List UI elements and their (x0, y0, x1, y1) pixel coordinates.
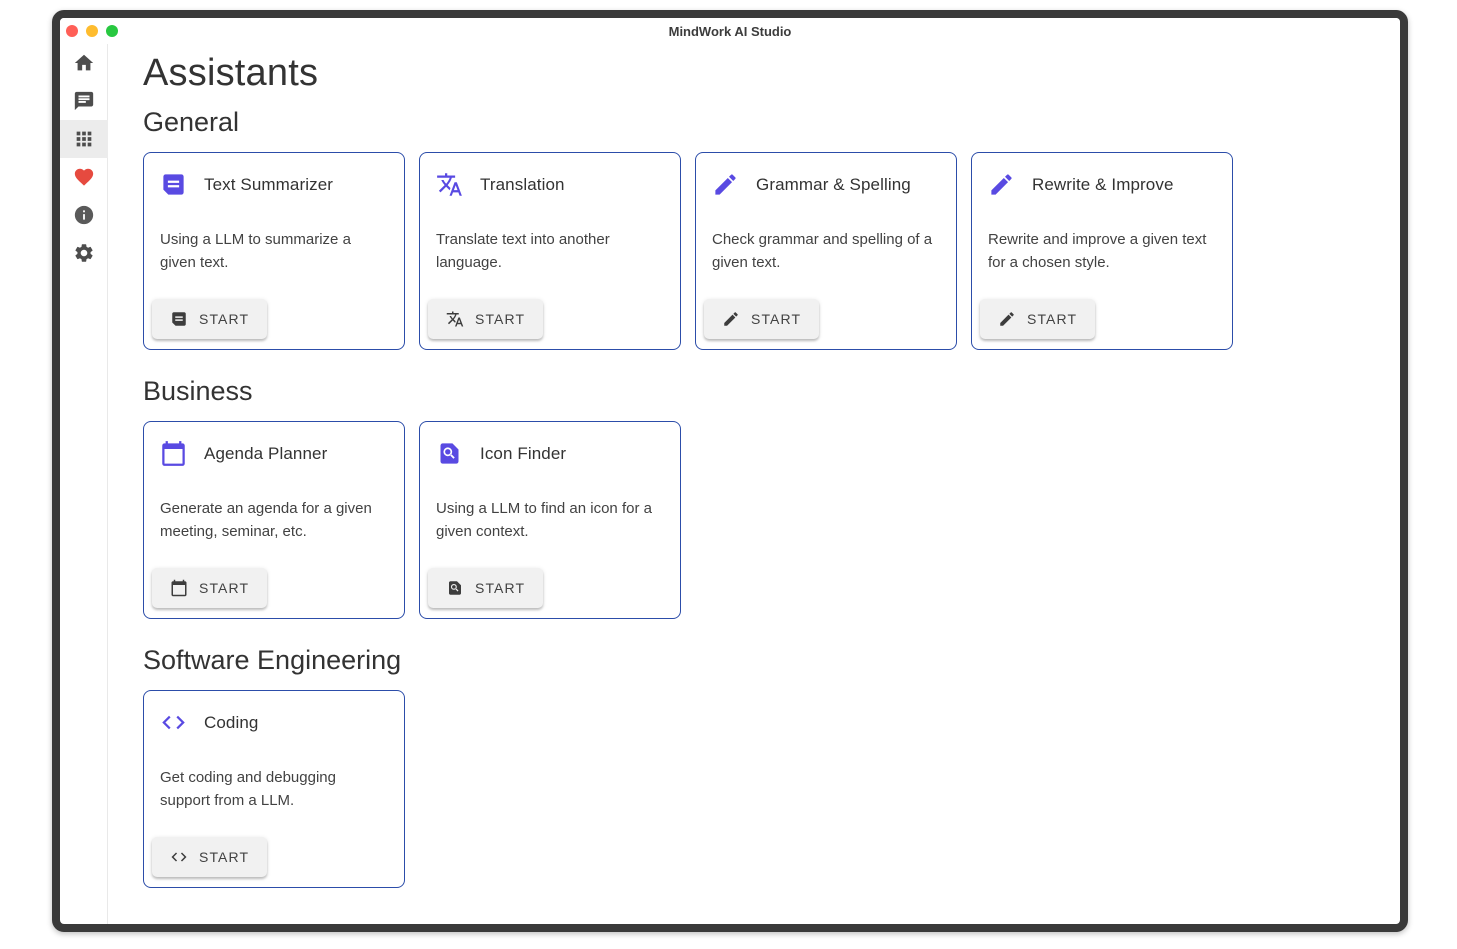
icon-search-icon (436, 440, 463, 467)
card-row (143, 421, 1400, 619)
sidebar (60, 44, 108, 932)
start-button[interactable] (152, 299, 267, 339)
section-general (143, 107, 1400, 350)
section-software-engineering (143, 645, 1400, 888)
assistant-card-text-summarizer (143, 152, 405, 350)
start-button[interactable] (704, 299, 819, 339)
card-actions (428, 568, 664, 608)
start-button-label: START (475, 580, 526, 596)
card-description: Generate an agenda for a given meeting, seminar, etc. (160, 500, 372, 540)
card-header (988, 171, 1216, 198)
apps-icon (73, 128, 95, 150)
card-actions (704, 299, 940, 339)
card-row (143, 152, 1400, 350)
chat-icon (73, 90, 95, 112)
card-actions (152, 568, 388, 608)
section-heading: Business (143, 376, 253, 406)
assistant-card-translation (419, 152, 681, 350)
card-actions (152, 299, 388, 339)
pencil-icon (722, 310, 740, 328)
card-description: Rewrite and improve a given text for a chosen style. (988, 231, 1207, 271)
card-header (160, 440, 388, 467)
app-body (60, 44, 1400, 932)
card-title: Translation (480, 174, 565, 194)
card-description: Get coding and debugging support from a LLM. (160, 769, 336, 809)
section-heading: General (143, 107, 240, 137)
assistant-card-coding (143, 690, 405, 888)
start-button[interactable] (152, 837, 267, 877)
pencil-icon (988, 171, 1015, 198)
assistant-card-agenda-planner (143, 421, 405, 619)
translate-icon (436, 171, 463, 198)
code-icon (160, 709, 187, 736)
start-button[interactable] (428, 568, 543, 608)
start-button-label: START (751, 311, 802, 327)
start-button[interactable] (428, 299, 543, 339)
code-icon (170, 848, 188, 866)
card-title: Icon Finder (480, 443, 567, 463)
card-actions (428, 299, 664, 339)
section-heading: Software Engineering (143, 645, 402, 675)
card-actions (980, 299, 1216, 339)
card-actions (152, 837, 388, 877)
card-title: Grammar & Spelling (756, 174, 911, 194)
pencil-icon (998, 310, 1016, 328)
home-icon (73, 52, 95, 74)
calendar-icon (170, 579, 188, 597)
card-description: Translate text into another language. (436, 231, 610, 271)
sidebar-item-chats[interactable] (60, 82, 108, 120)
card-header (436, 440, 664, 467)
card-title: Agenda Planner (204, 443, 328, 463)
assistant-card-rewrite-improve (971, 152, 1233, 350)
section-business (143, 376, 1400, 619)
pencil-icon (712, 171, 739, 198)
sidebar-item-home[interactable] (60, 44, 108, 82)
calendar-icon (160, 440, 187, 467)
titlebar (60, 18, 1400, 44)
document-icon (170, 310, 188, 328)
start-button[interactable] (980, 299, 1095, 339)
translate-icon (446, 310, 464, 328)
main-content (108, 44, 1400, 932)
sidebar-item-settings[interactable] (60, 234, 108, 272)
card-description: Using a LLM to summarize a given text. (160, 231, 351, 271)
card-header (160, 171, 388, 198)
card-title: Text Summarizer (204, 174, 334, 194)
start-button-label: START (475, 311, 526, 327)
card-header (712, 171, 940, 198)
info-icon (73, 204, 95, 226)
card-description: Using a LLM to find an icon for a given context. (436, 500, 652, 540)
card-title: Rewrite & Improve (1032, 174, 1174, 194)
window-title: MindWork AI Studio (668, 24, 792, 39)
start-button-label: START (199, 849, 250, 865)
app-window (52, 10, 1408, 932)
sidebar-item-favorites[interactable] (60, 158, 108, 196)
icon-search-icon (446, 579, 464, 597)
card-title: Coding (204, 712, 259, 732)
sidebar-item-assistants[interactable] (60, 120, 108, 158)
page-title: Assistants (143, 52, 319, 94)
card-header (436, 171, 664, 198)
sidebar-item-about[interactable] (60, 196, 108, 234)
assistant-card-grammar-spelling (695, 152, 957, 350)
gear-icon (73, 242, 95, 264)
start-button-label: START (199, 580, 250, 596)
card-header (160, 709, 388, 736)
heart-icon (73, 166, 95, 188)
start-button-label: START (199, 311, 250, 327)
start-button-label: START (1027, 311, 1078, 327)
card-row (143, 690, 1400, 888)
start-button[interactable] (152, 568, 267, 608)
assistant-card-icon-finder (419, 421, 681, 619)
document-icon (160, 171, 187, 198)
card-description: Check grammar and spelling of a given text. (712, 231, 933, 271)
